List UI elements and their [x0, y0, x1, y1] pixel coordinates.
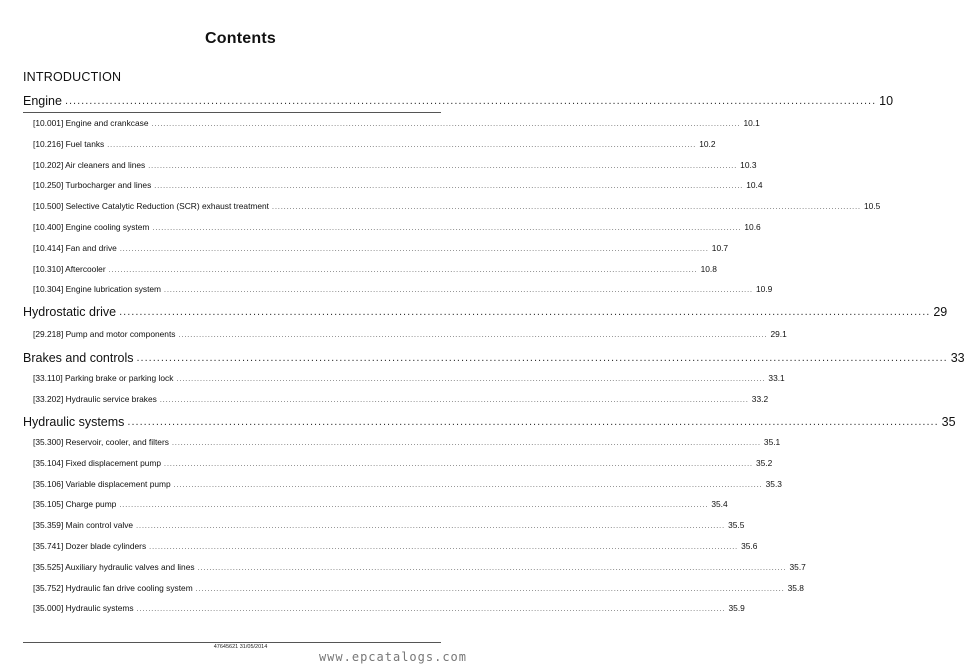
toc-section[interactable]	[23, 93, 894, 109]
dot-leader: ........................................................................................................................................................................................................	[171, 440, 761, 447]
toc-section[interactable]	[23, 350, 965, 366]
toc-item-label: [33.202] Hydraulic service brakes	[33, 394, 157, 404]
toc-item-label: [10.310] Aftercooler	[33, 264, 106, 274]
toc-item-label: [35.300] Reservoir, cooler, and filters	[33, 437, 169, 447]
toc-item-label: [33.110] Parking brake or parking lock	[33, 373, 174, 383]
toc-item-label: [29.218] Pump and motor components	[33, 329, 176, 339]
dot-leader: ........................................................................................................................................................................................................	[197, 565, 787, 572]
watermark: www.epcatalogs.com	[318, 650, 467, 664]
toc-item-label: [35.525] Auxiliary hydraulic valves and lines	[33, 562, 195, 572]
toc-item-page-number: 10.2	[699, 139, 716, 149]
toc-section-label: Hydrostatic drive	[23, 305, 117, 319]
toc-item[interactable]	[33, 479, 782, 490]
toc-item[interactable]	[33, 541, 758, 552]
toc-item[interactable]	[33, 139, 716, 150]
toc-item-label: [35.000] Hydraulic systems	[33, 603, 134, 613]
dot-leader: ........................................................................................................................................................................................................	[119, 306, 931, 318]
toc-section-page-number: 35	[941, 415, 956, 429]
toc-item-label: [10.202] Air cleaners and lines	[33, 160, 146, 170]
toc-item-page-number: 33.1	[768, 373, 785, 383]
document-footer: 47645621 31/05/2014	[213, 644, 268, 650]
toc-item[interactable]	[33, 583, 804, 594]
toc-item[interactable]	[33, 284, 773, 295]
toc-item-page-number: 35.3	[765, 479, 782, 489]
toc-item-page-number: 35.1	[763, 437, 781, 447]
toc-item[interactable]	[33, 603, 745, 614]
toc-section-page-number: 29	[933, 305, 948, 319]
dot-leader: ........................................................................................................................................................................................................	[272, 204, 861, 211]
dot-leader: ........................................................................................................................................................................................................	[149, 544, 739, 551]
toc-item-label: [10.304] Engine lubrication system	[33, 284, 162, 294]
dot-leader: ........................................................................................................................................................................................................	[178, 332, 768, 339]
toc-item-page-number: 35.5	[728, 520, 745, 530]
section-rule	[23, 112, 441, 113]
toc-item-page-number: 10.6	[744, 222, 761, 232]
dot-leader: ........................................................................................................................................................................................................	[64, 95, 877, 107]
dot-leader: ........................................................................................................................................................................................................	[136, 606, 726, 613]
toc-item-page-number: 10.3	[740, 160, 757, 170]
toc-section[interactable]	[23, 304, 948, 320]
toc-item-page-number: 10.7	[711, 243, 729, 253]
toc-item[interactable]	[33, 437, 781, 448]
toc-item[interactable]	[33, 222, 761, 233]
dot-leader: ........................................................................................................................................................................................................	[173, 482, 763, 489]
toc-item[interactable]	[33, 458, 773, 469]
toc-section-label: Hydraulic systems	[23, 415, 125, 429]
toc-item-label: [35.752] Hydraulic fan drive cooling system	[33, 583, 193, 593]
dot-leader: ........................................................................................................................................................................................................	[164, 461, 753, 468]
toc-item-label: [10.001] Engine and crankcase	[33, 118, 149, 128]
toc-section-page-number: 33	[950, 351, 965, 365]
toc-item[interactable]	[33, 499, 728, 510]
toc-item-page-number: 35.2	[756, 458, 773, 468]
toc-item-label: [10.400] Engine cooling system	[33, 222, 150, 232]
page-title: Contents	[205, 30, 276, 47]
dot-leader: ........................................................................................................................................................................................................	[136, 352, 948, 364]
dot-leader: ........................................................................................................................................................................................................	[195, 586, 785, 593]
dot-leader: ........................................................................................................................................................................................................	[136, 523, 726, 530]
toc-item-label: [35.106] Variable displacement pump	[33, 479, 171, 489]
toc-section[interactable]	[23, 414, 956, 430]
dot-leader: ........................................................................................................................................................................................................	[176, 376, 766, 383]
toc-section-label: Engine	[23, 94, 62, 108]
toc-section-label: Brakes and controls	[23, 351, 134, 365]
dot-leader: ........................................................................................................................................................................................................	[108, 267, 698, 274]
toc-item-page-number: 10.9	[756, 284, 773, 294]
dot-leader: ........................................................................................................................................................................................................	[119, 246, 709, 253]
toc-section-page-number: 10	[879, 94, 894, 108]
toc-item[interactable]	[33, 201, 881, 212]
dot-leader: ........................................................................................................................................................................................................	[159, 397, 749, 404]
toc-item-label: [10.414] Fan and drive	[33, 243, 117, 253]
toc-item[interactable]	[33, 264, 717, 275]
toc-item-page-number: 29.1	[770, 329, 787, 339]
toc-item[interactable]	[33, 394, 769, 405]
toc-item[interactable]	[33, 180, 763, 191]
dot-leader: ........................................................................................................................................................................................................	[154, 183, 744, 190]
toc-item-label: [35.105] Charge pump	[33, 499, 117, 509]
toc-item-page-number: 35.4	[711, 499, 728, 509]
toc-item[interactable]	[33, 562, 806, 573]
toc-item-page-number: 10.8	[700, 264, 717, 274]
footer-rule	[23, 642, 441, 643]
toc-item[interactable]	[33, 118, 760, 129]
toc-item-page-number: 35.7	[789, 562, 806, 572]
dot-leader: ........................................................................................................................................................................................................	[127, 416, 939, 428]
introduction-heading: INTRODUCTION	[23, 70, 122, 84]
dot-leader: ........................................................................................................................................................................................................	[119, 502, 709, 509]
toc-item[interactable]	[33, 160, 757, 171]
toc-item-label: [10.500] Selective Catalytic Reduction (SCR) exhaust treatment	[33, 201, 270, 211]
toc-item[interactable]	[33, 373, 785, 384]
toc-item-page-number: 10.4	[746, 180, 763, 190]
toc-item-page-number: 35.9	[728, 603, 745, 613]
dot-leader: ........................................................................................................................................................................................................	[107, 142, 697, 149]
dot-leader: ........................................................................................................................................................................................................	[148, 163, 738, 170]
toc-item-page-number: 10.1	[743, 118, 760, 128]
toc-item[interactable]	[33, 329, 787, 340]
toc-item-label: [10.216] Fuel tanks	[33, 139, 105, 149]
toc-item-page-number: 10.5	[863, 201, 881, 211]
toc-item-label: [10.250] Turbocharger and lines	[33, 180, 152, 190]
dot-leader: ........................................................................................................................................................................................................	[164, 287, 753, 294]
toc-item[interactable]	[33, 243, 729, 254]
toc-item-page-number: 35.6	[741, 541, 758, 551]
toc-item-label: [35.741] Dozer blade cylinders	[33, 541, 147, 551]
toc-item[interactable]	[33, 520, 745, 531]
toc-item-label: [35.359] Main control valve	[33, 520, 134, 530]
toc-item-label: [35.104] Fixed displacement pump	[33, 458, 162, 468]
dot-leader: ........................................................................................................................................................................................................	[152, 225, 742, 232]
toc-item-page-number: 33.2	[751, 394, 769, 404]
dot-leader: ........................................................................................................................................................................................................	[151, 121, 741, 128]
toc-item-page-number: 35.8	[787, 583, 804, 593]
